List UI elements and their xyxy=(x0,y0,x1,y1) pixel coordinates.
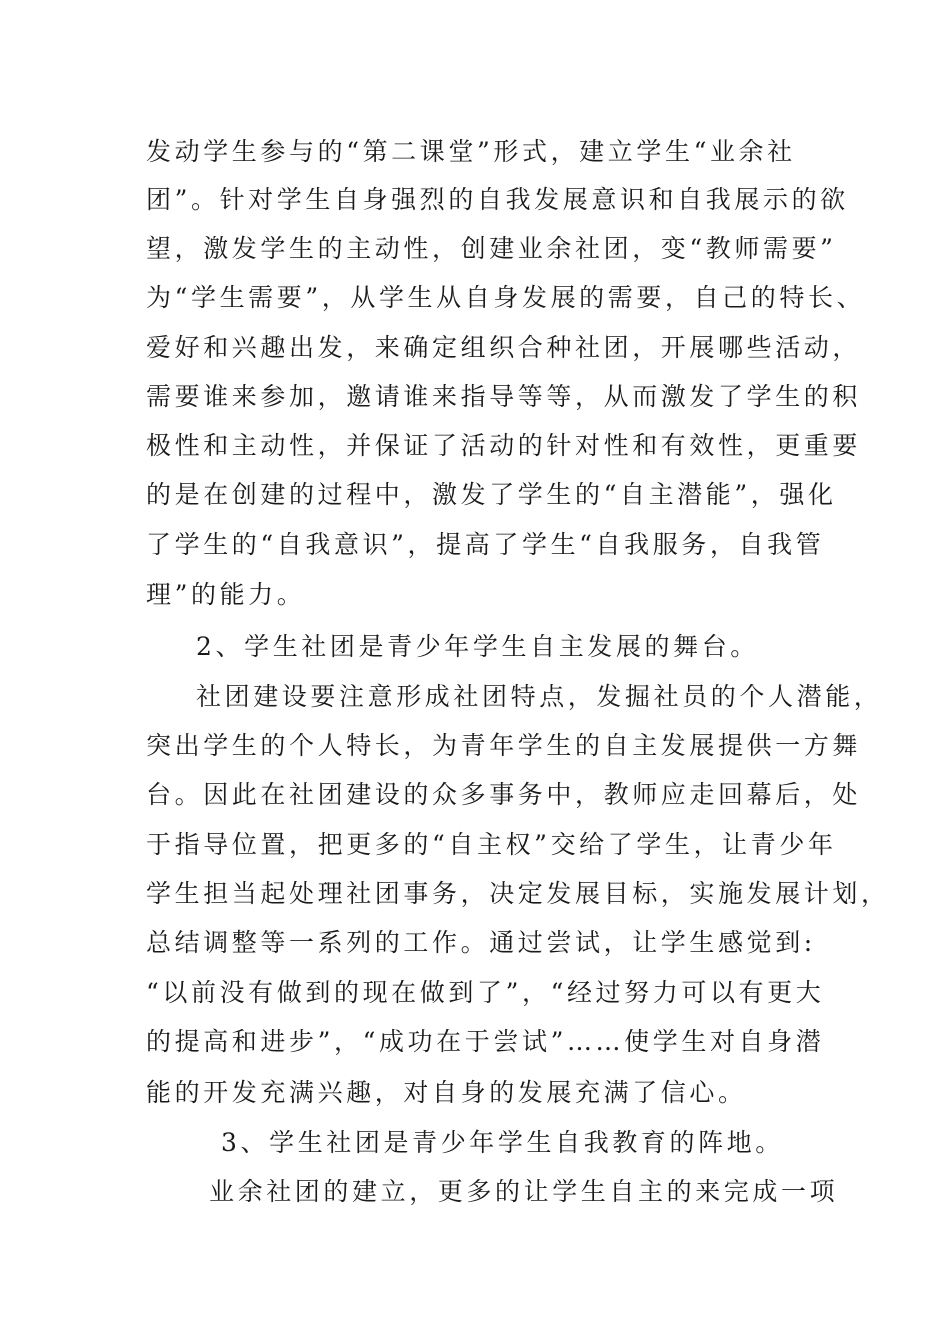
section-heading: 3、学生社团是青少年学生自我教育的阵地。 xyxy=(221,1128,784,1157)
text-line: “以前没有做到的现在做到了”，“经过努力可以有更大 xyxy=(146,978,825,1007)
text-line: 需要谁来参加，邀请谁来指导等等，从而激发了学生的积 xyxy=(146,382,862,411)
text-line: 总结调整等一系列的工作。通过尝试，让学生感觉到: xyxy=(146,928,816,957)
section-heading: 2、学生社团是青少年学生自主发展的舞台。 xyxy=(196,632,759,661)
text-line: 突出学生的个人特长，为青年学生的自主发展提供一方舞 xyxy=(146,731,862,760)
text-line: 能的开发充满兴趣，对自身的发展充满了信心。 xyxy=(146,1078,747,1107)
text-line: 台。因此在社团建设的众多事务中，教师应走回幕后，处 xyxy=(146,780,862,809)
text-line: 的提高和进步”，“成功在于尝试”……使学生对自身潜 xyxy=(146,1027,825,1056)
text-line: 学生担当起处理社团事务，决定发展目标，实施发展计划， xyxy=(146,879,890,908)
text-line: 理”的能力。 xyxy=(146,580,306,609)
text-line: 的是在创建的过程中，激发了学生的“自主潜能”，强化 xyxy=(146,480,837,509)
text-line: 爱好和兴趣出发，来确定组织合种社团，开展哪些活动， xyxy=(146,333,862,362)
text-line: 业余社团的建立，更多的让学生自主的来完成一项 xyxy=(209,1177,839,1206)
text-line: 为“学生需要”，从学生从自身发展的需要，自己的特长、 xyxy=(146,283,866,312)
text-line: 于指导位置，把更多的“自主权”交给了学生，让青少年 xyxy=(146,830,837,859)
text-line: 极性和主动性，并保证了活动的针对性和有效性，更重要 xyxy=(146,431,862,460)
text-line: 社团建设要注意形成社团特点，发掘社员的个人潜能， xyxy=(196,682,883,711)
text-line: 团”。针对学生自身强烈的自我发展意识和自我展示的欲 xyxy=(146,185,849,214)
text-line: 望，激发学生的主动性，创建业余社团，变“教师需要” xyxy=(146,234,837,263)
text-line: 发动学生参与的“第二课堂”形式，建立学生“业余社 xyxy=(146,137,796,166)
text-line: 了学生的“自我意识”，提高了学生“自我服务，自我管 xyxy=(146,530,825,559)
